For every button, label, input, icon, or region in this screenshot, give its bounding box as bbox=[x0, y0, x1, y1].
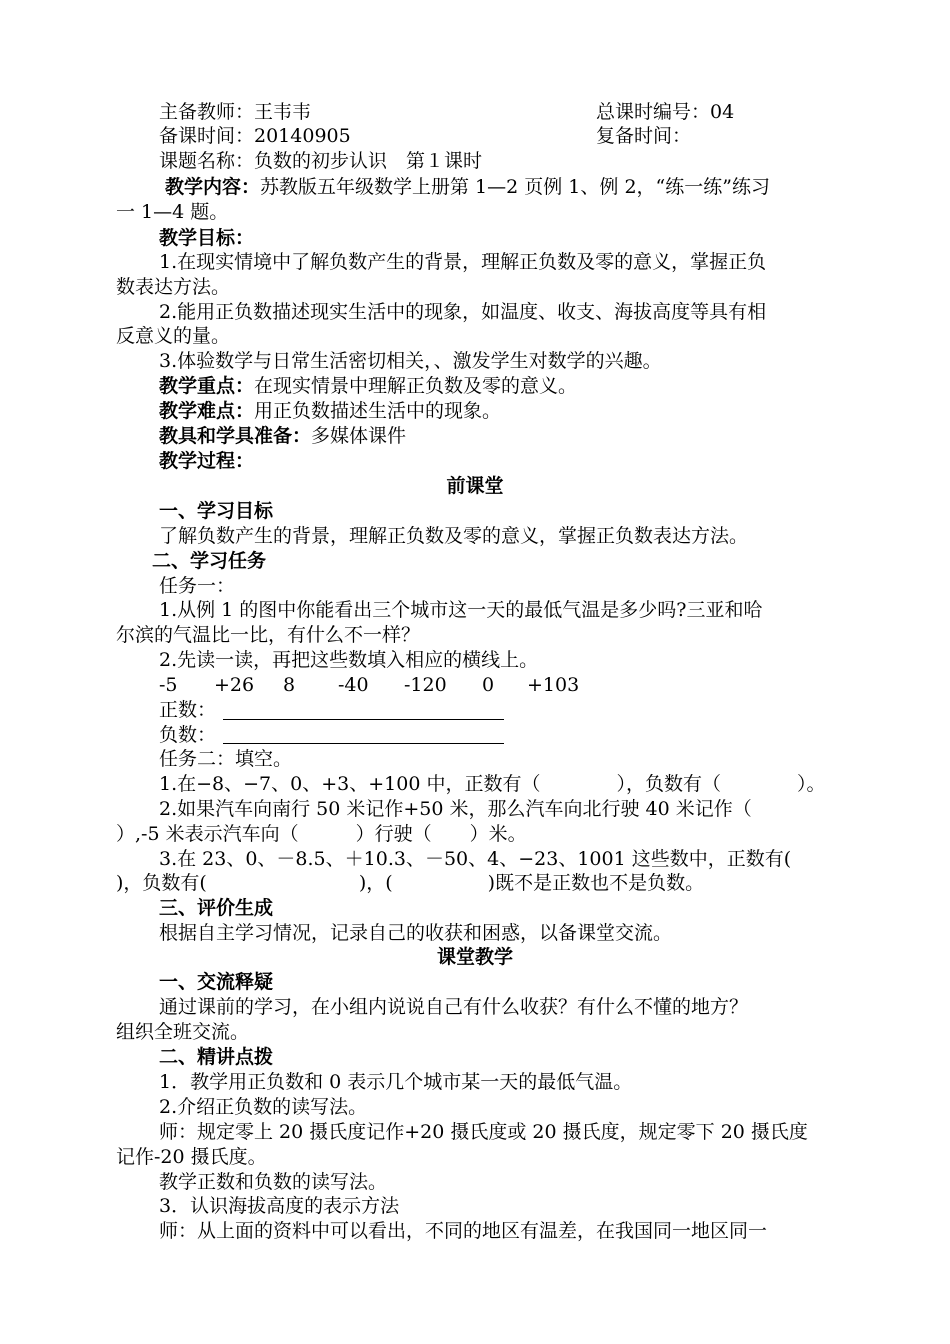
pre-class-section-1-title: 一、学习目标 bbox=[159, 500, 274, 522]
prep-time: 备课时间：20140905 bbox=[159, 125, 351, 147]
lead-teacher: 主备教师：王韦韦 bbox=[159, 101, 312, 123]
in-class-heading: 课堂教学 bbox=[436, 946, 513, 968]
task-2-question-1: 1.在−8、−7、0、+3、+100 中，正数有（ ），负数有（ ）。 bbox=[159, 773, 826, 795]
positive-label: 正数： bbox=[159, 699, 217, 721]
in-class-section-1-title: 一、交流释疑 bbox=[159, 971, 274, 993]
difficult-point-text: 用正负数描述生活中的现象。 bbox=[254, 400, 502, 422]
teaching-tools bbox=[159, 424, 406, 449]
difficult-point bbox=[159, 399, 501, 424]
task-2-question-2: 2.如果汽车向南行 50 米记作+50 米，那么汽车向北行驶 40 米记作（ bbox=[159, 798, 752, 820]
teaching-content-text: 苏教版五年级数学上册第 1—2 页例 1、例 2，“练一练”练习 bbox=[260, 176, 770, 198]
difficult-point-label: 教学难点： bbox=[159, 400, 255, 422]
task-2-question-3-cont: )，负数有( )，( )既不是正数也不是负数。 bbox=[116, 872, 705, 894]
pre-class-heading: 前课堂 bbox=[446, 475, 504, 497]
key-point-text: 在现实情景中理解正负数及零的意义。 bbox=[254, 375, 578, 397]
teaching-content bbox=[165, 175, 770, 200]
task-1-question-1: 1.从例 1 的图中你能看出三个城市这一天的最低气温是多少吗?三亚和哈 bbox=[159, 599, 763, 621]
explain-point-3-cont: 记作-20 摄氏度。 bbox=[116, 1146, 267, 1168]
task-2-label: 任务二：填空。 bbox=[159, 748, 293, 770]
number-item: +26 bbox=[214, 674, 255, 696]
explain-point-2: 2.介绍正负数的读写法。 bbox=[159, 1096, 368, 1118]
teaching-goals-label: 教学目标： bbox=[159, 227, 255, 249]
goal-2: 2.能用正负数描述现实生活中的现象，如温度、收支、海拔高度等具有相 bbox=[159, 301, 767, 323]
explain-point-3: 师：规定零上 20 摄氏度记作+20 摄氏度或 20 摄氏度，规定零下 20 摄氏度 bbox=[159, 1121, 808, 1143]
explain-point-4: 教学正数和负数的读写法。 bbox=[159, 1171, 388, 1193]
goal-3: 3.体验数学与日常生活密切相关，、激发学生对数学的兴趣。 bbox=[159, 350, 662, 372]
number-item: -120 bbox=[404, 674, 447, 696]
pre-class-section-3-title: 三、评价生成 bbox=[159, 897, 274, 919]
teaching-tools-text: 多媒体课件 bbox=[311, 425, 407, 447]
goal-1-cont: 数表达方法。 bbox=[116, 276, 231, 298]
pre-class-section-1-text: 了解负数产生的背景，理解正负数及零的意义，掌握正负数表达方法。 bbox=[159, 525, 749, 547]
negative-label: 负数： bbox=[159, 724, 217, 746]
goal-1: 1.在现实情境中了解负数产生的背景，理解正负数及零的意义，掌握正负 bbox=[159, 251, 767, 273]
number-item: 0 bbox=[482, 674, 495, 696]
negative-answer-line[interactable] bbox=[223, 743, 504, 744]
explain-point-5: 3．认识海拔高度的表示方法 bbox=[159, 1195, 400, 1217]
task-2-question-3: 3.在 23、0、－8.5、＋10.3、－50、4、−23、1001 这些数中，正数有( bbox=[159, 848, 792, 870]
lesson-topic: 课题名称：负数的初步认识 第１课时 bbox=[159, 150, 483, 172]
key-point bbox=[159, 374, 577, 399]
number-item: -40 bbox=[338, 674, 369, 696]
number-item: 8 bbox=[283, 674, 296, 696]
teaching-content-line-2: 一 1—4 题。 bbox=[116, 201, 229, 223]
positive-answer-line[interactable] bbox=[223, 719, 504, 720]
teaching-tools-label: 教具和学具准备： bbox=[159, 425, 312, 447]
explain-point-1: 1．教学用正负数和 0 表示几个城市某一天的最低气温。 bbox=[159, 1071, 633, 1093]
total-lesson-number: 总课时编号：04 bbox=[596, 101, 735, 123]
key-point-label: 教学重点： bbox=[159, 375, 255, 397]
pre-class-section-3-text: 根据自主学习情况，记录自己的收获和困惑，以备课堂交流。 bbox=[159, 922, 673, 944]
number-item: +103 bbox=[527, 674, 580, 696]
task-1-question-2: 2.先读一读，再把这些数填入相应的横线上。 bbox=[159, 649, 539, 671]
teaching-content-label: 教学内容： bbox=[165, 176, 261, 198]
task-2-question-2-cont: ）,-5 米表示汽车向（ ）行驶（ ）米。 bbox=[116, 823, 527, 845]
review-time: 复备时间： bbox=[596, 125, 692, 147]
pre-class-section-2-title: 二、学习任务 bbox=[152, 550, 267, 572]
task-1-label: 任务一： bbox=[159, 575, 236, 597]
in-class-section-2-title: 二、精讲点拨 bbox=[159, 1046, 274, 1068]
teaching-process-label: 教学过程： bbox=[159, 450, 255, 472]
in-class-section-1-text-cont: 组织全班交流。 bbox=[116, 1021, 250, 1043]
task-1-question-1-cont: 尔滨的气温比一比，有什么不一样？ bbox=[116, 624, 421, 646]
in-class-section-1-text: 通过课前的学习，在小组内说说自己有什么收获？有什么不懂的地方？ bbox=[159, 996, 749, 1018]
number-item: -5 bbox=[159, 674, 178, 696]
goal-2-cont: 反意义的量。 bbox=[116, 325, 231, 347]
explain-point-6: 师：从上面的资料中可以看出，不同的地区有温差，在我国同一地区同一 bbox=[159, 1220, 768, 1242]
